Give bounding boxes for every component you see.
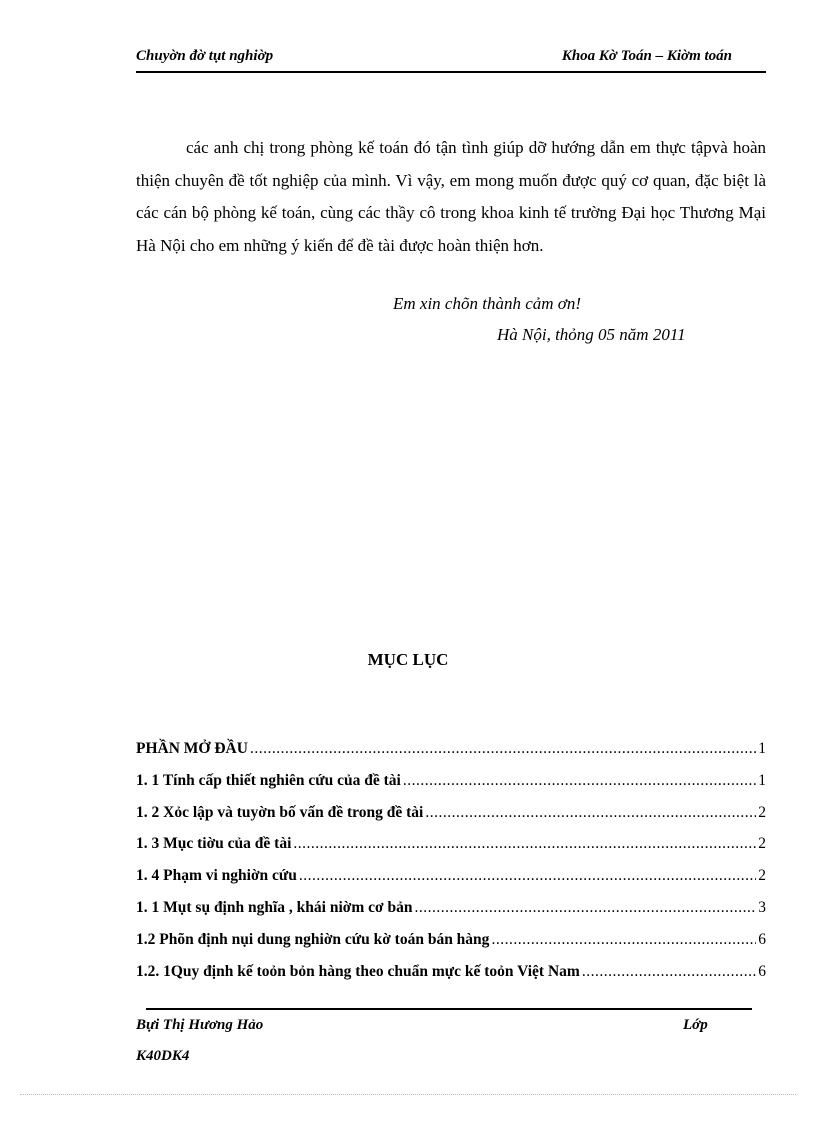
toc-entry-title: 1. 3 Mục tiờu của đề tài xyxy=(136,835,292,853)
toc-leader xyxy=(414,899,756,917)
toc-entry-title: 1.2. 1Quy định kế toỏn bỏn hàng theo chuẩn mực kế toỏn Việt Nam xyxy=(136,962,580,980)
toc-leader xyxy=(425,804,756,822)
toc-entry-page: 1 xyxy=(758,771,766,789)
toc-entry[interactable] xyxy=(136,867,766,899)
toc-entry-title: PHẦN MỞ ĐẦU xyxy=(136,740,248,757)
toc-leader xyxy=(491,931,756,949)
toc-leader xyxy=(293,835,756,853)
toc-entry[interactable] xyxy=(136,740,766,772)
toc-entry-page: 1 xyxy=(758,740,766,757)
toc-entry-page: 3 xyxy=(758,898,766,916)
page-bottom-edge xyxy=(20,1094,796,1095)
toc-entry-title: 1.2 Phõn định nụi dung nghiờn cứu kờ toán bán hàng xyxy=(136,930,490,948)
body-paragraph: các anh chị trong phòng kế toán đó tận tình giúp dỡ hướng dẫn em thực tậpvà hoàn thiện chuyên đề tốt nghiệp của mình. Vì vậy, em mong muốn được quý cơ quan, đặc biệt là các cán bộ phòng kế toán, cùng các thầy cô trong khoa kinh tế trường Đại học Thương Mại Hà Nội cho em những ý kiến để đề tài được hoàn thiện hơn. xyxy=(136,138,766,255)
header-divider xyxy=(136,71,766,73)
body-text xyxy=(136,132,766,262)
toc-leader xyxy=(582,963,756,981)
toc-entry[interactable] xyxy=(136,835,766,867)
toc-entry[interactable] xyxy=(136,899,766,931)
toc-title: MỤC LỤC xyxy=(367,650,449,669)
toc-entry-title: 1. 2 Xỏc lập và tuyờn bố vấn đề trong đề tài xyxy=(136,803,424,821)
place-date: Hà Nội, thỏng 05 năm 2011 xyxy=(497,325,686,344)
toc-entry-title: 1. 1 Mụt sụ định nghĩa , khái niờm cơ bản xyxy=(136,898,413,916)
footer-class-code: K40DK4 xyxy=(136,1048,190,1064)
header-right: Khoa Kờ Toán – Kiờm toán xyxy=(561,48,732,64)
toc-entry-page: 2 xyxy=(758,803,766,821)
toc-entry-page: 6 xyxy=(758,962,766,980)
toc-entry-title: 1. 4 Phạm vi nghiờn cứu xyxy=(136,867,297,885)
toc-entry-page: 6 xyxy=(758,930,766,948)
toc-entry-title: 1. 1 Tính cấp thiết nghiên cứu của đề tài xyxy=(136,771,401,789)
footer-divider xyxy=(146,1008,752,1010)
toc-entry[interactable] xyxy=(136,963,766,995)
toc-entry-page: 2 xyxy=(758,867,766,885)
header-left: Chuyờn đờ tụt nghiờp xyxy=(136,48,274,64)
toc-entry-page: 2 xyxy=(758,835,766,853)
table-of-contents xyxy=(136,740,766,994)
footer-author: Bựi Thị Hương Hảo xyxy=(136,1017,264,1033)
toc-entry[interactable] xyxy=(136,804,766,836)
toc-leader xyxy=(250,740,756,758)
toc-leader xyxy=(403,772,756,790)
page-header xyxy=(136,48,766,72)
footer-class-label: Lớp xyxy=(683,1017,708,1033)
toc-leader xyxy=(299,867,756,885)
thanks-line: Em xin chõn thành cảm ơn! xyxy=(393,294,582,313)
toc-entry[interactable] xyxy=(136,772,766,804)
toc-entry[interactable] xyxy=(136,931,766,963)
